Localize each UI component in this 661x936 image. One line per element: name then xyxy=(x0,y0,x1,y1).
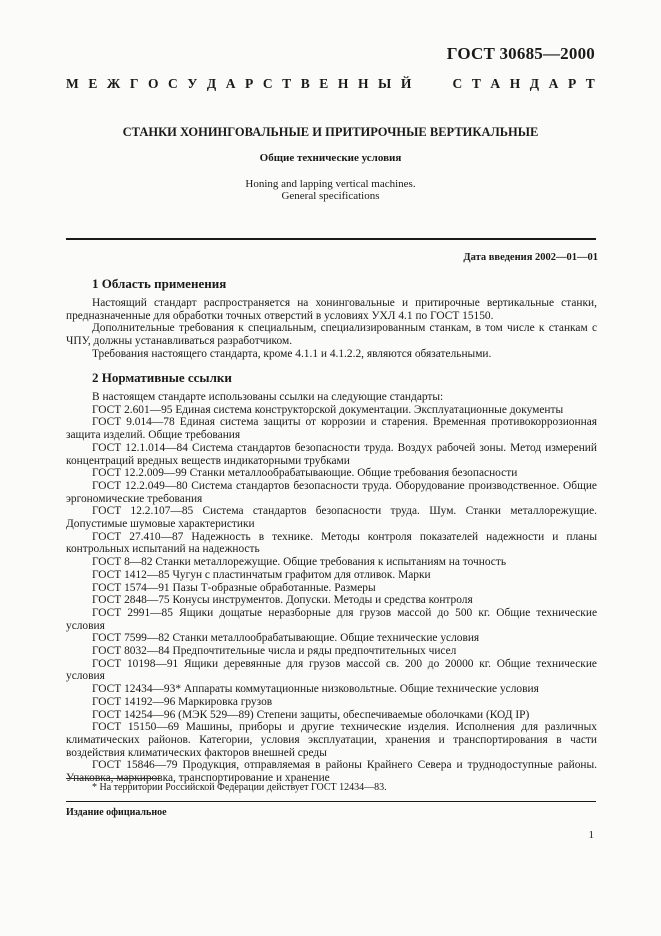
interstate-word-letter: Т xyxy=(282,76,292,91)
interstate-word-letter: Р xyxy=(245,76,254,91)
interstate-word-letter: С xyxy=(168,76,178,91)
standard-word-letter: Т xyxy=(585,76,595,91)
section2-body xyxy=(66,391,597,785)
section1-body xyxy=(66,297,597,361)
title-separator xyxy=(66,238,596,240)
introduction-date: Дата введения 2002—01—01 xyxy=(463,252,598,263)
interstate-word-letter: Ж xyxy=(106,76,121,91)
interstate-word-letter: Н xyxy=(357,76,369,91)
standard-word-letter: Н xyxy=(509,76,521,91)
reference-item: ГОСТ 27.410—87 Надежность в технике. Методы контроля показателей надежности и планы контрольных испытаний на надежность xyxy=(66,530,597,556)
page-number: 1 xyxy=(588,829,594,841)
standard-word-letter: С xyxy=(452,76,463,91)
reference-item: ГОСТ 1574—91 Пазы Т-образные обработанные. Размеры xyxy=(92,581,376,594)
reference-item: ГОСТ 10198—91 Ящики деревянные для грузов массой св. 200 до 20000 кг. Общие технические условия xyxy=(66,657,597,683)
reference-item: ГОСТ 8032—84 Предпочтительные числа и ряды предпочтительных чисел xyxy=(92,645,457,658)
interstate-word-letter: А xyxy=(225,76,236,91)
reference-item: ГОСТ 2991—85 Ящики дощатые неразборные для грузов массой до 500 кг. Общие технические условия xyxy=(66,606,597,632)
interstate-word-letter: Й xyxy=(400,76,412,91)
reference-item: ГОСТ 2848—75 Конусы инструментов. Допуски. Методы и средства контроля xyxy=(92,594,473,607)
footnote-separator xyxy=(66,778,160,779)
section2-heading: 2 Нормативные ссылки xyxy=(92,370,232,385)
interstate-word-letter: У xyxy=(187,76,198,91)
english-title-line1: Honing and lapping vertical machines. xyxy=(245,178,416,190)
english-title-line2: General specifications xyxy=(281,190,380,202)
standard-word-letter: Д xyxy=(529,76,540,91)
interstate-word-letter: С xyxy=(262,76,273,91)
standard-word-letter: Т xyxy=(471,76,481,91)
interstate-standard-banner xyxy=(66,76,595,92)
reference-item: ГОСТ 14192—96 Маркировка грузов xyxy=(92,695,273,708)
reference-item: ГОСТ 12.2.107—85 Система стандартов безопасности труда. Шум. Станки металлорежущие. Допустимые шумовые характеристики xyxy=(66,505,597,531)
interstate-word-letter: Д xyxy=(206,76,217,91)
footer-separator xyxy=(66,801,596,802)
reference-item: ГОСТ 15150—69 Машины, приборы и другие технические изделия. Исполнения для различных климатических районов. Категории, условия эксплуатации, хранения и транспортирования в части воздействия климатических факторов внешней среды xyxy=(66,721,597,759)
document-subtitle: Общие технические условия xyxy=(259,152,402,164)
reference-item: ГОСТ 2.601—95 Единая система конструкторской документации. Эксплуатационные документы xyxy=(92,403,564,416)
gost-number: ГОСТ 30685—2000 xyxy=(446,44,595,63)
reference-item: ГОСТ 15846—79 Продукция, отправляемая в районы Крайнего Севера и труднодоступные районы. Упаковка, маркировка, транспортирование и хранение xyxy=(66,759,597,785)
banner-gap xyxy=(421,76,443,92)
standard-word-letter: Р xyxy=(567,76,577,91)
interstate-word-letter: В xyxy=(300,76,310,91)
interstate-word-letter: Ы xyxy=(378,76,392,91)
section1-heading: 1 Область применения xyxy=(92,276,227,291)
official-edition-label: Издание официальное xyxy=(66,807,167,818)
reference-item: ГОСТ 9.014—78 Единая система защиты от коррозии и старения. Временная противокоррозионная защита изделий. Общие требования xyxy=(66,416,597,442)
standard-word-letter: А xyxy=(490,76,501,91)
reference-item: ГОСТ 7599—82 Станки металлообрабатывающие. Общие технические условия xyxy=(92,632,480,645)
interstate-word-letter: Е xyxy=(319,76,329,91)
reference-item: ГОСТ 12.1.014—84 Система стандартов безопасности труда. Воздух рабочей зоны. Метод измерений концентраций вредных веществ индикаторными трубками xyxy=(66,441,597,467)
reference-item: ГОСТ 12.2.009—99 Станки металлообрабатывающие. Общие требования безопасности xyxy=(92,467,518,480)
footnote: * На территории Российской Федерации действует ГОСТ 12434—83. xyxy=(92,782,387,793)
reference-item: ГОСТ 12.2.049—80 Система стандартов безопасности труда. Оборудование производственное. Общие эргономические требования xyxy=(66,479,597,505)
section1-paragraph: Настоящий стандарт распространяется на хонинговальные и притирочные вертикальные станки, предназначенные для обработки точных отверстий в условиях УХЛ 4.1 по ГОСТ 15150. xyxy=(66,297,597,322)
section1-paragraph: Дополнительные требования к специальным, специализированным станкам, в том числе к станкам с ЧПУ, должны устанавливаться разработчиком. xyxy=(66,322,597,348)
interstate-word-letter: М xyxy=(66,76,79,91)
section2-intro: В настоящем стандарте использованы ссылки на следующие стандарты: xyxy=(92,391,444,403)
interstate-word-letter: О xyxy=(147,76,159,91)
reference-item: ГОСТ 12434—93* Аппараты коммутационные низковольтные. Общие технические условия xyxy=(92,683,539,696)
interstate-word-letter: Г xyxy=(129,76,139,91)
reference-item: ГОСТ 14254—96 (МЭК 529—89) Степени защиты, обеспечиваемые оболочками (КОД IP) xyxy=(92,708,530,721)
standard-word-letter: А xyxy=(548,76,559,91)
document-title: СТАНКИ ХОНИНГОВАЛЬНЫЕ И ПРИТИРОЧНЫЕ ВЕРТИКАЛЬНЫЕ xyxy=(122,125,539,139)
interstate-word-letter: Е xyxy=(88,76,98,91)
english-title xyxy=(60,178,601,202)
interstate-word-letter: Н xyxy=(337,76,349,91)
section1-paragraph: Требования настоящего стандарта, кроме 4.1.1 и 4.1.2.2, являются обязательными. xyxy=(92,347,492,360)
reference-item: ГОСТ 8—82 Станки металлорежущие. Общие требования к испытаниям на точность xyxy=(92,556,507,569)
reference-item: ГОСТ 1412—85 Чугун с пластинчатым графитом для отливок. Марки xyxy=(92,568,431,581)
